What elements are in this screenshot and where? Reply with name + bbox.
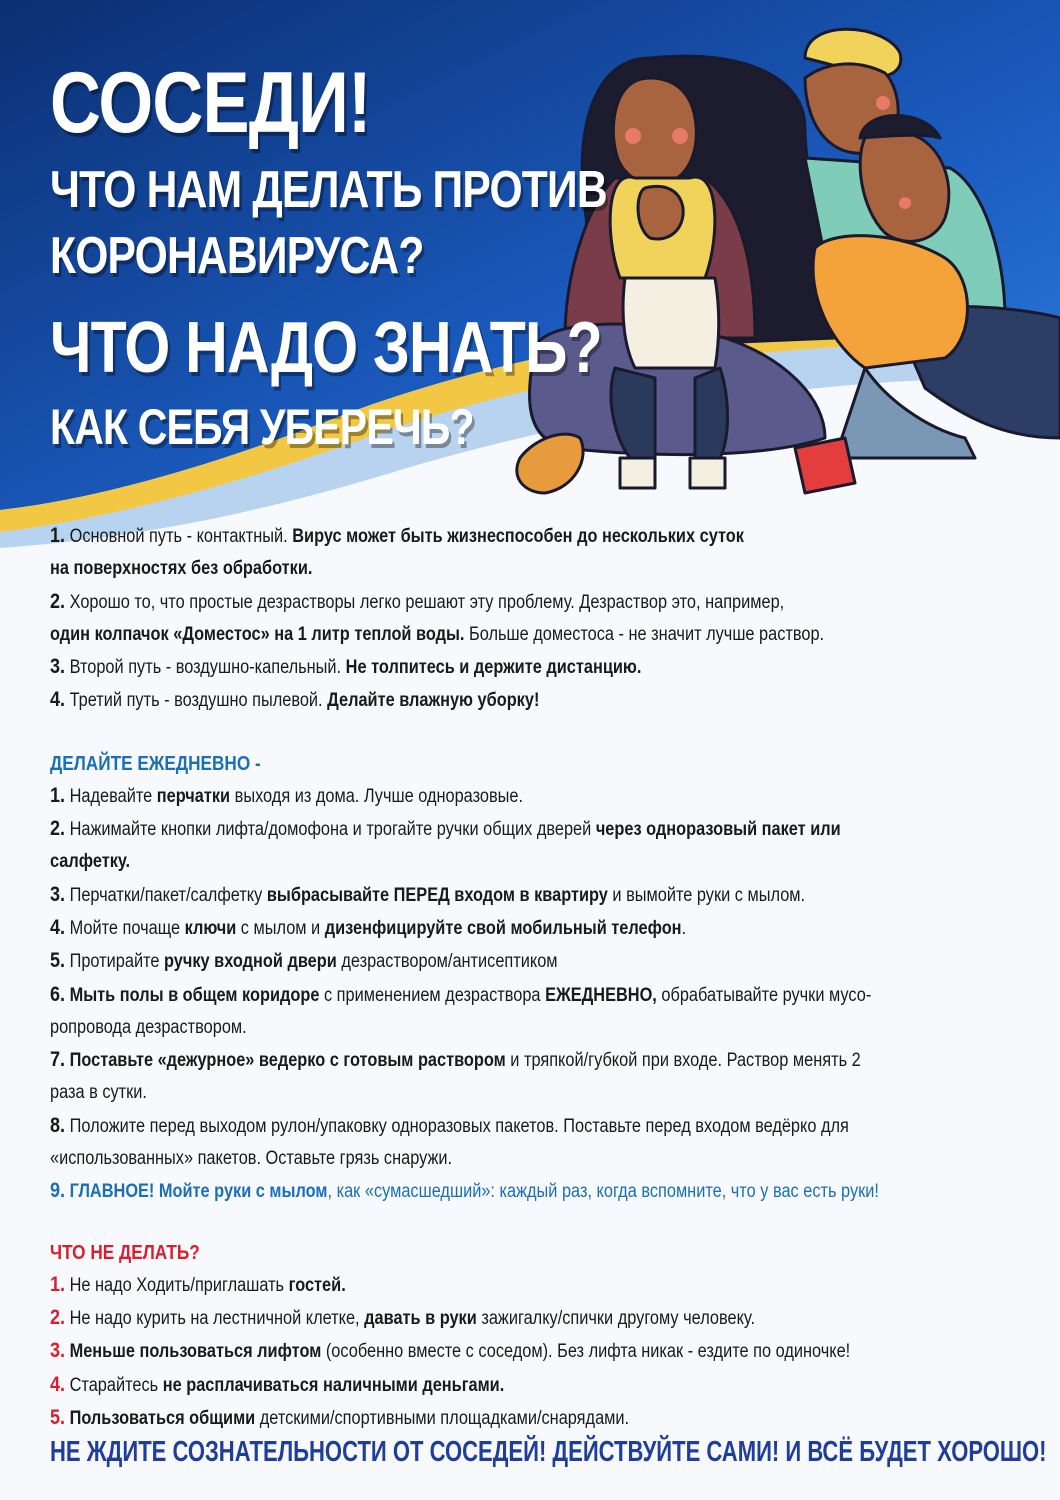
daily-line: 4. Мойте почаще ключи с мылом и дизенфицируйте свой мобильный телефон. (50, 915, 687, 939)
headline-protect-yourself: КАК СЕБЯ УБЕРЕЧЬ? (50, 399, 474, 455)
intro-line: 4. Третий путь - воздушно пылевой. Делайте влажную уборку! (50, 688, 540, 712)
poster-body (50, 520, 1010, 1435)
dont-line: 4. Старайтесь не расплачиваться наличными деньгами. (50, 1372, 505, 1396)
daily-line: 8. Положите перед выходом рулон/упаковку одноразовых пакетов. Поставьте перед входом ведёрко для (50, 1113, 849, 1137)
intro-line: 1. Основной путь - контактный. Вирус может быть жизнеспособен до нескольких суток (50, 524, 744, 547)
dont-section-title: ЧТО НЕ ДЕЛАТЬ? (50, 1241, 200, 1264)
intro-line: на поверхностях без обработки. (50, 558, 313, 580)
headline (50, 55, 670, 455)
daily-line: 5. Протирайте ручку входной двери дезраствором/антисептиком (50, 949, 558, 973)
dont-line: 2. Не надо курить на лестничной клетке, давать в руки зажигалку/спички другому человеку. (50, 1305, 755, 1329)
daily-line: 7. Поставьте «дежурное» ведерко с готовым раствором и тряпкой/губкой при входе. Раствор менять 2 (50, 1048, 861, 1072)
intro-section (50, 520, 1010, 718)
daily-main-line: 9. ГЛАВНОЕ! Мойте руки с мылом, как «сумасшедший»: каждый раз, когда вспомните, что у вас есть руки! (50, 1179, 879, 1203)
daily-line: ропровода дезраствором. (50, 1016, 247, 1038)
daily-line: 2. Нажимайте кнопки лифта/домофона и трогайте ручки общих дверей через одноразовый пакет или (50, 817, 841, 841)
daily-section (50, 780, 1010, 1209)
daily-section-title: ДЕЛАЙТЕ ЕЖЕДНЕВНО - (50, 752, 261, 775)
dont-line: 3. Меньше пользоваться лифтом (особенно вместе с соседом). Без лифта никак - ездите по одиночке! (50, 1339, 851, 1363)
headline-neighbors: СОСЕДИ! (50, 55, 371, 151)
headline-what-to-know: ЧТО НАДО ЗНАТЬ? (50, 308, 602, 388)
dont-line: 1. Не надо Ходить/приглашать гостей. (50, 1272, 346, 1296)
dont-section (50, 1269, 1010, 1435)
daily-line: «использованных» пакетов. Оставьте грязь снаружи. (50, 1148, 453, 1170)
headline-coronavirus: КОРОНАВИРУСА? (50, 227, 424, 285)
daily-line: 3. Перчатки/пакет/салфетку выбрасывайте ПЕРЕД входом в квартиру и вымойте руки с мылом. (50, 882, 806, 906)
headline-what-to-do: ЧТО НАМ ДЕЛАТЬ ПРОТИВ (50, 161, 607, 219)
intro-line: 2. Хорошо то, что простые дезрастворы легко решают эту проблему. Дезраствор это, например, (50, 589, 785, 613)
dont-line: 5. Пользоваться общими детскими/спортивными площадками/снарядами. (50, 1405, 630, 1429)
intro-line: один колпачок «Доместос» на 1 литр теплой воды. Больше доместоса - не значит лучше раствор. (50, 623, 825, 645)
daily-line: 1. Надевайте перчатки выходя из дома. Лучше одноразовые. (50, 783, 524, 807)
daily-line: салфетку. (50, 851, 131, 873)
daily-line: 6. Мыть полы в общем коридоре с применением дезраствора ЕЖЕДНЕВНО, обрабатывайте ручки мусо- (50, 982, 872, 1006)
intro-line: 3. Второй путь - воздушно-капельный. Не толпитесь и держите дистанцию. (50, 655, 642, 679)
footer-slogan: НЕ ЖДИТЕ СОЗНАТЕЛЬНОСТИ ОТ СОСЕДЕЙ! ДЕЙСТВУЙТЕ САМИ! И ВСЁ БУДЕТ ХОРОШО! (50, 1436, 1047, 1468)
daily-line: раза в сутки. (50, 1082, 147, 1104)
